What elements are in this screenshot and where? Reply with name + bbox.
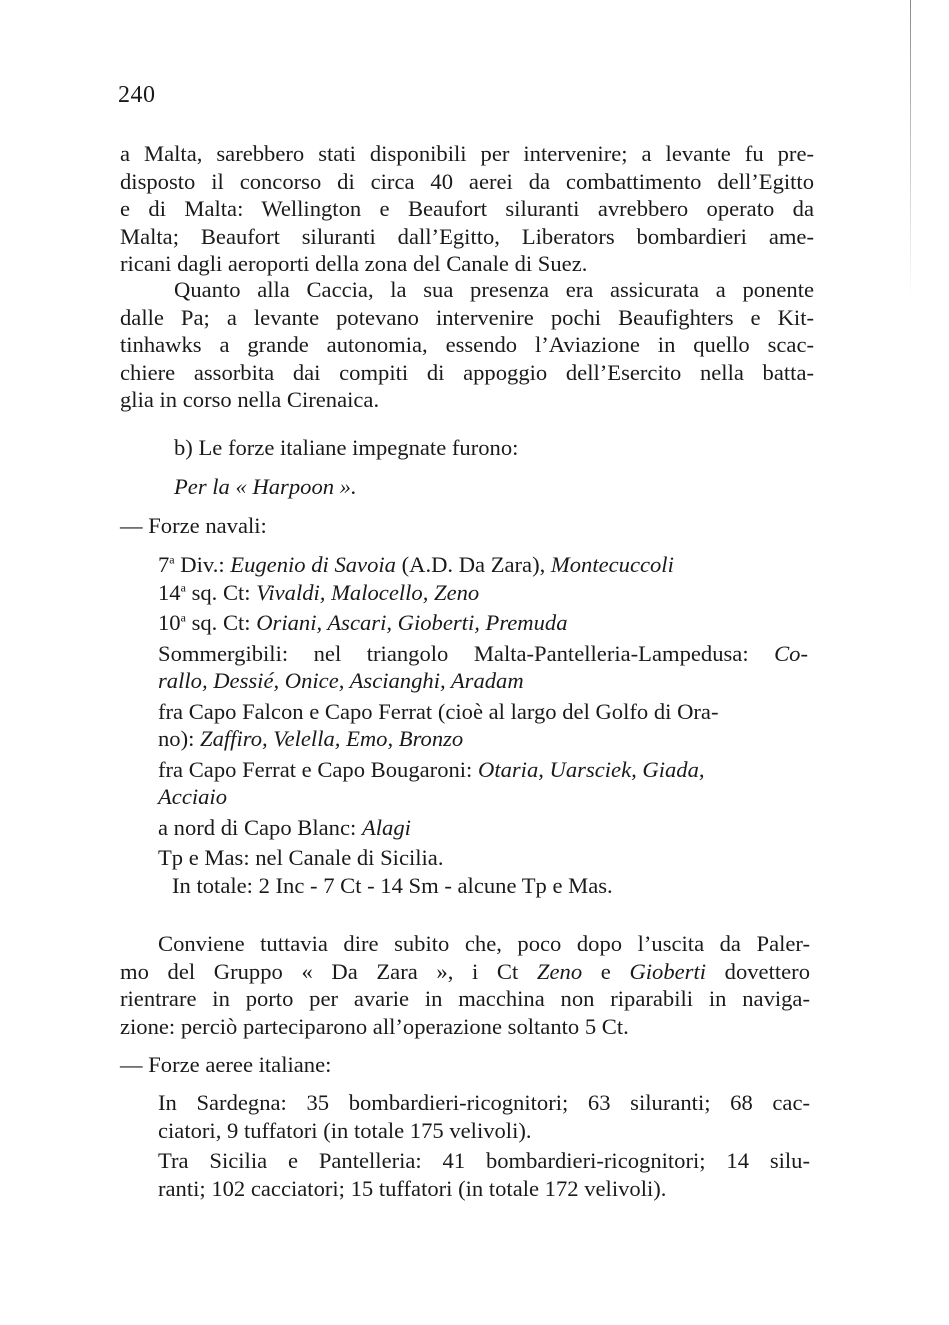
sq10-number: 10 [158,610,181,635]
air-forces-list [158,1089,810,1202]
submarines-line-1 [158,640,808,668]
ferrat-line-2 [158,783,808,811]
sq14-number: 14 [158,579,181,605]
sq14-sup: a [180,579,186,594]
paragraph-line: e di Malta: Wellington e Beaufort siluranti avrebbero operato da [120,196,814,221]
section-b-heading: b) Le forze italiane impegnate furono: [174,435,519,460]
falcon-label-1: fra Capo Falcon e Capo Ferrat (cioè al largo del Golfo di Ora- [158,698,719,724]
tp-mas-line [158,844,808,872]
page-edge-line [910,0,911,300]
falcon-line-1 [158,698,808,726]
ferrat-label: fra Capo Ferrat e Capo Bougaroni: [158,756,478,782]
paragraph-line: disposto il concorso di circa 40 aerei da combattimento dell’Egitto [120,168,814,194]
forze-aeree-label: — Forze aeree italiane: [120,1052,332,1077]
division-7-line [158,551,808,579]
sq14-ships: Vivaldi, Malocello, Zeno [256,579,480,605]
squadron-10-line [158,609,808,637]
paragraph-line: Conviene tuttavia dire subito che, poco dopo l’uscita da Paler- [158,931,810,956]
div7-number: 7 [158,552,170,577]
ferrat-ships-1: Otaria, Uarsciek, Giada, [478,756,705,782]
falcon-line-2 [158,725,808,753]
div7-sup: a [169,552,175,567]
sicilia-line-2: ranti; 102 cacciatori; 15 tuffatori (in totale 172 velivoli). [158,1175,667,1201]
page-number: 240 [118,82,156,108]
paragraph-line: zione: perciò parteciparono all’operazione soltanto 5 Ct. [120,1013,629,1039]
paragraph-line: glia in corso nella Cirenaica. [120,387,380,412]
sq10-sup: a [180,610,186,625]
tp-line: Tp e Mas: nel Canale di Sicilia. [158,845,444,870]
total-text: In totale: 2 Inc - 7 Ct - 14 Sm - alcune Tp e Mas. [172,872,613,898]
sq14-label: sq. Ct: [185,579,257,605]
subs-ships-2: rallo, Dessié, Onice, Ascianghi, Aradam [158,668,524,693]
paragraph-1 [120,140,814,278]
naval-forces-list [158,551,808,899]
div7-mid: (A.D. Da Zara), [395,552,551,577]
para3-line2-a: mo del Gruppo « Da Zara », i Ct [120,958,537,984]
div7-ship1: Eugenio di Savoia [230,552,396,577]
paragraph-line: rientrare in porto per avarie in macchina non riparabili in naviga- [120,986,810,1011]
sardegna-line-2: ciatori, 9 tuffatori (in totale 175 velivoli). [158,1117,532,1143]
blanc-ships: Alagi [361,814,411,840]
harpoon-heading-text: Per la « Harpoon ». [174,474,357,499]
submarines-line-2 [158,667,808,695]
div7-ship2: Montecuccoli [550,552,674,577]
para3-line2-b: Zeno [536,958,583,984]
falcon-label-2: no): [158,726,201,751]
paragraph-line: Quanto alla Caccia, la sua presenza era assicurata a ponente [174,277,814,302]
sardegna-line-1: In Sardegna: 35 bombardieri-ricognitori; 63 siluranti; 68 cac- [158,1090,810,1115]
para3-line2-d: Gioberti [629,958,707,984]
sq10-label: sq. Ct: [185,610,257,635]
para3-line2-c: e [582,958,630,984]
paragraph-line: ricani dagli aeroporti della zona del Canale di Suez. [120,251,588,276]
ferrat-ships-2: Acciaio [158,784,228,809]
paragraph-line: dalle Pa; a levante potevano intervenire pochi Beaufighters e Kit- [120,304,814,330]
harpoon-heading [174,474,357,500]
paragraph-line: chiere assorbita dai compiti di appoggio dell’Esercito nella batta- [120,359,814,385]
para3-line2-e: dovettero [706,958,810,984]
subs-label: Sommergibili: nel triangolo Malta-Pantelleria-Lampedusa: [158,640,775,666]
total-line [158,872,808,900]
sq10-ships: Oriani, Ascari, Gioberti, Premuda [256,610,568,635]
paragraph-line: tinhawks a grande autonomia, essendo l’Aviazione in quello scac- [120,332,814,357]
blanc-label: a nord di Capo Blanc: [158,814,362,840]
paragraph-3 [120,930,810,1040]
blanc-line [158,814,808,842]
squadron-14-line [158,579,808,607]
sicilia-line-1: Tra Sicilia e Pantelleria: 41 bombardieri-ricognitori; 14 silu- [158,1148,810,1173]
paragraph-line-2 [120,958,810,986]
div7-label: Div.: [174,552,231,577]
falcon-ships: Zaffiro, Velella, Emo, Bronzo [200,726,464,751]
paragraph-2 [120,276,814,414]
ferrat-line-1 [158,756,808,784]
paragraph-line: Malta; Beaufort siluranti dall’Egitto, Liberators bombardieri ame- [120,223,814,249]
subs-ships-1: Co- [774,640,808,666]
forze-navali-label: — Forze navali: [120,513,267,538]
paragraph-line: a Malta, sarebbero stati disponibili per intervenire; a levante fu pre- [120,141,814,166]
